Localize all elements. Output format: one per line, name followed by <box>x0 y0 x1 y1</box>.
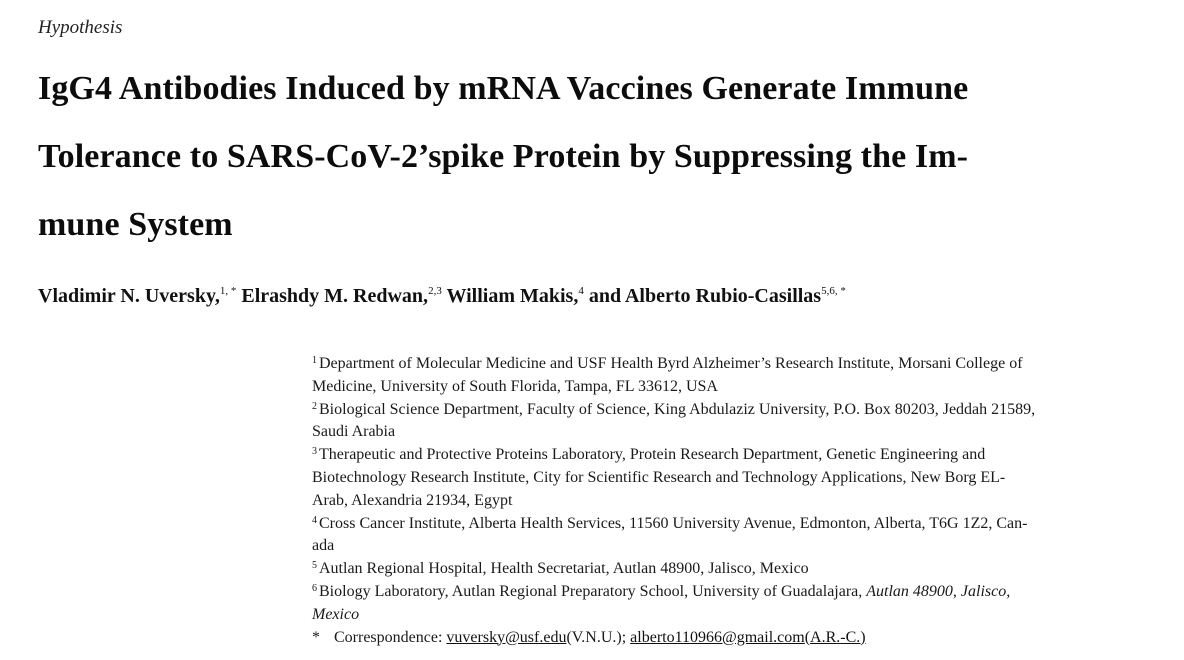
affiliation-line <box>312 353 1142 376</box>
affiliation-line <box>312 513 1142 536</box>
author-name: Elrashdy M. Redwan, <box>241 285 429 307</box>
author-name: and Alberto Rubio-Casillas <box>588 285 822 307</box>
affiliation-line <box>312 535 1142 558</box>
affiliation-number: 6 <box>312 582 317 594</box>
affiliation-number: 2 <box>312 400 317 412</box>
affiliation-line <box>312 490 1142 513</box>
author-affiliation-marker: 2,3 <box>428 285 442 297</box>
affiliation-number: 4 <box>312 514 317 526</box>
article-type: Hypothesis <box>38 17 123 38</box>
author-list <box>38 285 846 308</box>
author-name: Vladimir N. Uversky, <box>38 285 220 307</box>
affiliation-line <box>312 604 1142 627</box>
author-initials: (V.N.U.) <box>566 628 622 646</box>
affiliation-line <box>312 467 1142 490</box>
affiliation-text-italic: Mexico <box>312 605 360 623</box>
author-affiliation-marker: 5,6, * <box>821 285 846 297</box>
affiliation-line <box>312 376 1142 399</box>
correspondence-line <box>312 627 1142 650</box>
author-name: William Makis, <box>446 285 579 307</box>
affiliation-text: Biological Science Department, Faculty of Science, King Abdulaziz University, P.O. Box 80203, Jeddah 21589, <box>319 400 1036 418</box>
affiliation-line <box>312 558 1142 581</box>
email-link[interactable]: vuversky@usf.edu <box>446 628 567 646</box>
affiliation-line <box>312 399 1142 422</box>
affiliation-text: Biotechnology Research Institute, City for Scientific Research and Technology Applications, New Borg EL- <box>312 468 1006 486</box>
affiliation-text: Medicine, University of South Florida, Tampa, FL 33612, USA <box>312 377 718 395</box>
affiliation-number: 5 <box>312 560 317 572</box>
affiliation-text: Saudi Arabia <box>312 423 396 441</box>
affiliation-line <box>312 421 1142 444</box>
affiliation-text: ada <box>312 537 335 555</box>
affiliation-text: Cross Cancer Institute, Alberta Health Services, 11560 University Avenue, Edmonton, Alberta, T6G 1Z2, Can- <box>319 514 1028 532</box>
affiliation-text-italic: Autlan 48900, Jalisco, <box>866 582 1011 600</box>
affiliation-text: Arab, Alexandria 21934, Egypt <box>312 491 513 509</box>
correspondence-marker: * <box>312 628 320 646</box>
affiliation-number: 1 <box>312 355 317 366</box>
affiliation-text: Biology Laboratory, Autlan Regional Preparatory School, University of Guadalajara, <box>319 582 863 600</box>
affiliation-text: Autlan Regional Hospital, Health Secretariat, Autlan 48900, Jalisco, Mexico <box>319 560 809 578</box>
title-line: mune System <box>38 206 233 243</box>
author-initials: (A.R.-C.) <box>804 628 866 646</box>
affiliation-line <box>312 444 1142 467</box>
affiliations <box>312 353 1142 649</box>
title-line: Tolerance to SARS-CoV-2’spike Protein by Suppressing the Im- <box>38 138 969 175</box>
author-affiliation-marker: 1, * <box>219 285 237 297</box>
correspondence-label: Correspondence: <box>334 628 443 646</box>
title-line: IgG4 Antibodies Induced by mRNA Vaccines Generate Immune <box>38 70 969 107</box>
author-affiliation-marker: 4 <box>578 285 584 297</box>
separator: ; <box>621 628 627 646</box>
email-link[interactable]: alberto110966@gmail.com <box>630 628 805 646</box>
affiliation-text: Therapeutic and Protective Proteins Laboratory, Protein Research Department, Genetic Engineering and <box>319 446 986 464</box>
affiliation-number: 3 <box>312 446 317 458</box>
paper-title <box>38 55 1148 259</box>
affiliation-text: Department of Molecular Medicine and USF Health Byrd Alzheimer’s Research Institute, Morsani College of <box>319 355 1023 372</box>
affiliation-line <box>312 581 1142 604</box>
